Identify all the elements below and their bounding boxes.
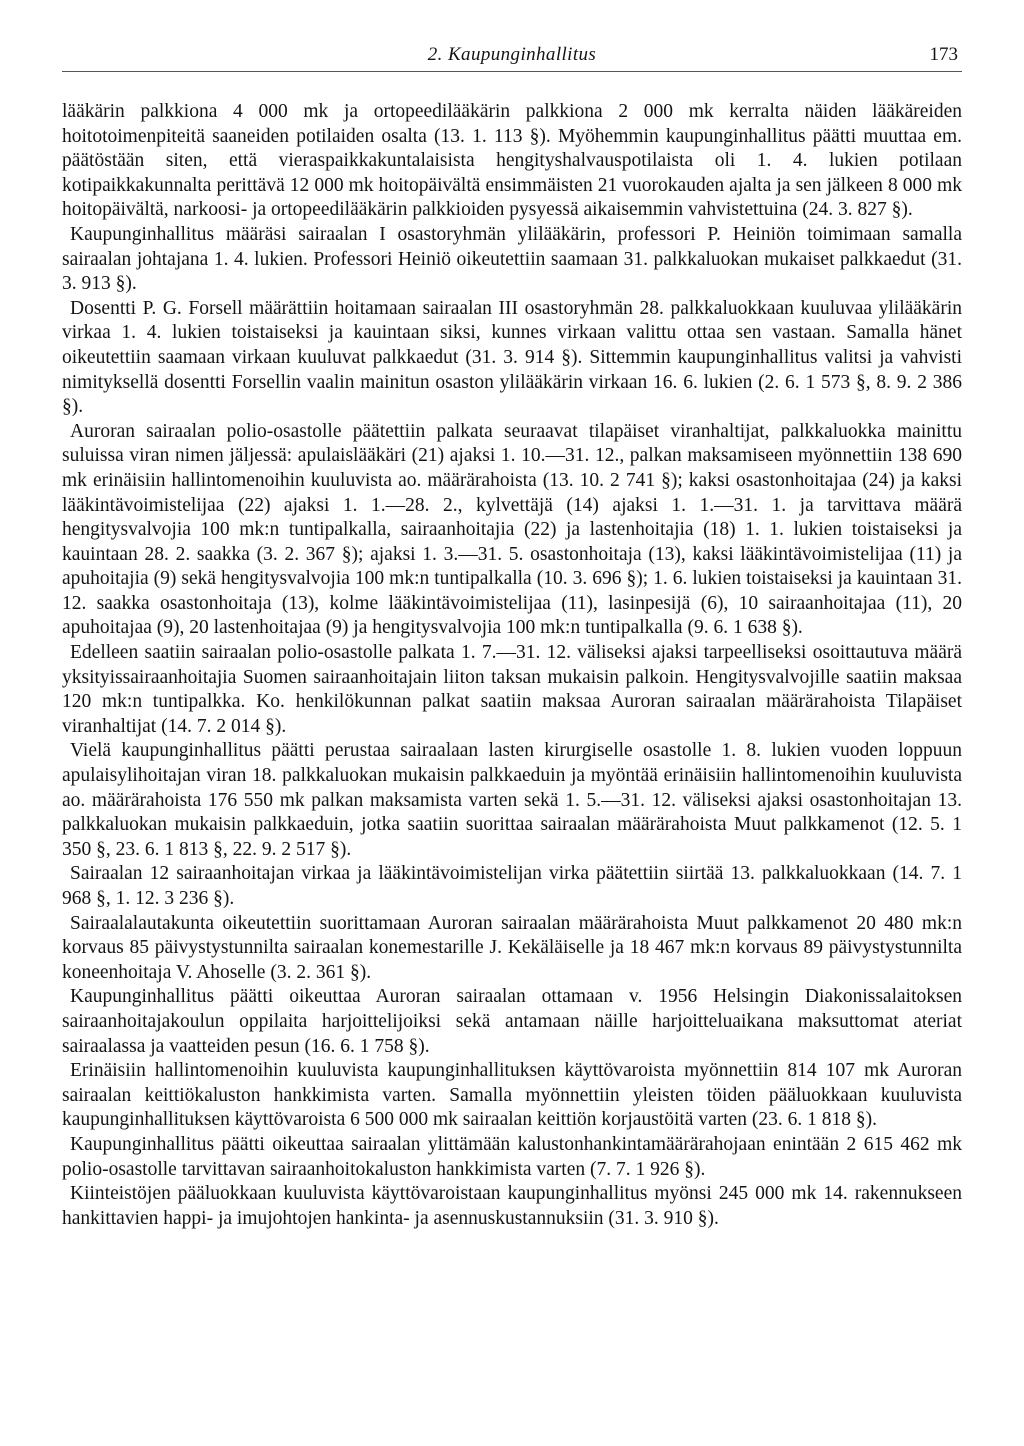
paragraph-continuation: lääkärin palkkiona 4 000 mk ja ortopeedilääkärin palkkiona 2 000 mk kerralta näiden lääkäreiden hoitotoimenpiteitä saaneiden potilaiden osalta (13. 1. 113 §). Myöhemmin kaupunginhallitus päätti muuttaa em. päätöstään siten, että vieraspaikkakuntalaisista hengityshalvauspotilaista oli 1. 4. lukien potilaan kotipaikkakunnalta perittävä 12 000 mk hoitopäivältä ensimmäisten 21 vuorokauden ajalta ja sen jälkeen 8 000 mk hoitopäivältä, narkoosi- ja ortopeedilääkärin palkkioiden pysyessä aikaisemmin vahvistettuina (24. 3. 827 §). bbox=[62, 101, 962, 221]
body-text bbox=[62, 100, 962, 1231]
running-title: 2. Kaupunginhallitus bbox=[427, 44, 597, 65]
paragraph: Kiinteistöjen pääluokkaan kuuluvista käyttövaroistaan kaupunginhallitus myönsi 245 000 mk 14. rakennukseen hankittavien happi- ja imujohtojen hankinta- ja asennuskustannuksiin (31. 3. 910 §). bbox=[62, 1183, 962, 1229]
paragraph: Erinäisiin hallintomenoihin kuuluvista kaupunginhallituksen käyttövaroista myönnettiin 814 107 mk Auroran sairaalan keittiökaluston hankkimista varten. Samalla myönnettiin yleisten töiden pääluokkaan kuuluvista kaupunginhallituksen käyttövaroista 6 500 000 mk sairaalan keittiön korjaustöitä varten (23. 6. 1 818 §). bbox=[62, 1060, 962, 1131]
page-number: 173 bbox=[929, 44, 958, 65]
paragraph: Dosentti P. G. Forsell määrättiin hoitamaan sairaalan III osastoryhmän 28. palkkaluokkaan kuuluvaa ylilääkärin virkaa 1. 4. lukien toistaiseksi ja kauintaan siksi, kunnes virkaan valittu ottaa sen vastaan. Samalla hänet oikeutettiin saamaan virkaan kuuluvat palkkaedut (31. 3. 914 §). Sittemmin kaupunginhallitus valitsi ja vahvisti nimityksellä dosentti Forsellin vaalin mainitun osaston ylilääkärin virkaan 16. 6. lukien (2. 6. 1 573 §, 8. 9. 2 386 §). bbox=[62, 297, 962, 418]
paragraph: Edelleen saatiin sairaalan polio-osastolle palkata 1. 7.—31. 12. väliseksi ajaksi tarpeelliseksi osoittautuva määrä yksityissairaanhoitajia Suomen sairaanhoitajain liiton taksan mukaisin palkoin. Hengitysvalvojille saatiin maksaa 120 mk:n tuntipalkka. Ko. henkilökunnan palkat saatiin maksaa Auroran sairaalan määrärahoista Tilapäiset viranhaltijat (14. 7. 2 014 §). bbox=[62, 642, 962, 737]
paragraph: Auroran sairaalan polio-osastolle päätettiin palkata seuraavat tilapäiset viranhaltijat, palkkaluokka mainittu suluissa viran nimen jäljessä: apulaislääkäri (21) ajaksi 1. 10.—31. 12., palkan maksamiseen myönnettiin 138 690 mk erinäisiin hallintomenoihin kuuluvista ao. määrärahoista (13. 10. 2 741 §); kaksi osastonhoitajaa (24) ja kaksi lääkintävoimistelijaa (22) ajaksi 1. 1.—28. 2., kylvettäjä (14) ajaksi 1. 1.—31. 1. ja tarvittava määrä hengitysvalvojia 100 mk:n tuntipalkalla, sairaanhoitajia (22) ja lastenhoitajia (18) 1. 1. lukien toistaiseksi ja kauintaan 28. 2. saakka (3. 2. 367 §); ajaksi 1. 3.—31. 5. osastonhoitaja (13), kaksi lääkintävoimistelijaa (11) ja apuhoitajia (9) sekä hengitysvalvojia 100 mk:n tuntipalkalla (10. 3. 696 §); 1. 6. lukien toistaiseksi ja kauintaan 31. 12. saakka osastonhoitaja (13), kolme lääkintävoimistelijaa (11), lasinpesijä (6), 10 sairaanhoitajaa (11), 20 apuhoitajaa (9), 20 lastenhoitajaa (9) ja hengitysvalvojia 100 mk:n tuntipalkalla (9. 6. 1 638 §). bbox=[62, 420, 962, 639]
paragraph: Sairaalalautakunta oikeutettiin suorittamaan Auroran sairaalan määrärahoista Muut palkkamenot 20 480 mk:n korvaus 85 päivystystunnilta sairaalan konemestarille J. Kekäläiselle ja 18 467 mk:n korvaus 89 päivystystunnilta koneenhoitaja V. Ahoselle (3. 2. 361 §). bbox=[62, 912, 962, 983]
paragraph: Kaupunginhallitus päätti oikeuttaa Auroran sairaalan ottamaan v. 1956 Helsingin Diakonissalaitoksen sairaanhoitajakoulun oppilaita harjoittelijoiksi sekä antamaan näille harjoitteluaikana maksuttomat ateriat sairaalassa ja vaatteiden pesun (16. 6. 1 758 §). bbox=[62, 986, 962, 1057]
running-header bbox=[62, 44, 962, 72]
document-page bbox=[62, 44, 962, 1231]
paragraph: Kaupunginhallitus päätti oikeuttaa sairaalan ylittämään kalustonhankintamäärärahojaan enintään 2 615 462 mk polio-osastolle tarvittavan sairaanhoitokaluston hankkimista varten (7. 7. 1 926 §). bbox=[62, 1133, 962, 1180]
header-rule bbox=[62, 71, 962, 72]
paragraph: Vielä kaupunginhallitus päätti perustaa sairaalaan lasten kirurgiselle osastolle 1. 8. lukien vuoden loppuun apulaisylihoitajan viran 18. palkkaluokan mukaisin palkkaeduin ja myöntää erinäisiin hallintomenoihin kuuluvista ao. määrärahoista 176 550 mk palkan maksamista varten sekä 1. 5.—31. 12. väliseksi ajaksi osastonhoitajan 13. palkkaluokan mukaisin palkkaeduin, jotka saatiin suorittaa sairaalan määrärahoista Muut palkkamenot (12. 5. 1 350 §, 23. 6. 1 813 §, 22. 9. 2 517 §). bbox=[62, 740, 962, 860]
paragraph: Kaupunginhallitus määräsi sairaalan I osastoryhmän ylilääkärin, professori P. Heiniön toimimaan samalla sairaalan johtajana 1. 4. lukien. Professori Heiniö oikeutettiin saamaan 31. palkkaluokan mukaiset palkkaedut (31. 3. 913 §). bbox=[62, 223, 962, 295]
paragraph: Sairaalan 12 sairaanhoitajan virkaa ja lääkintävoimistelijan virka päätettiin siirtää 13. palkkaluokkaan (14. 7. 1 968 §, 1. 12. 3 236 §). bbox=[62, 863, 962, 909]
